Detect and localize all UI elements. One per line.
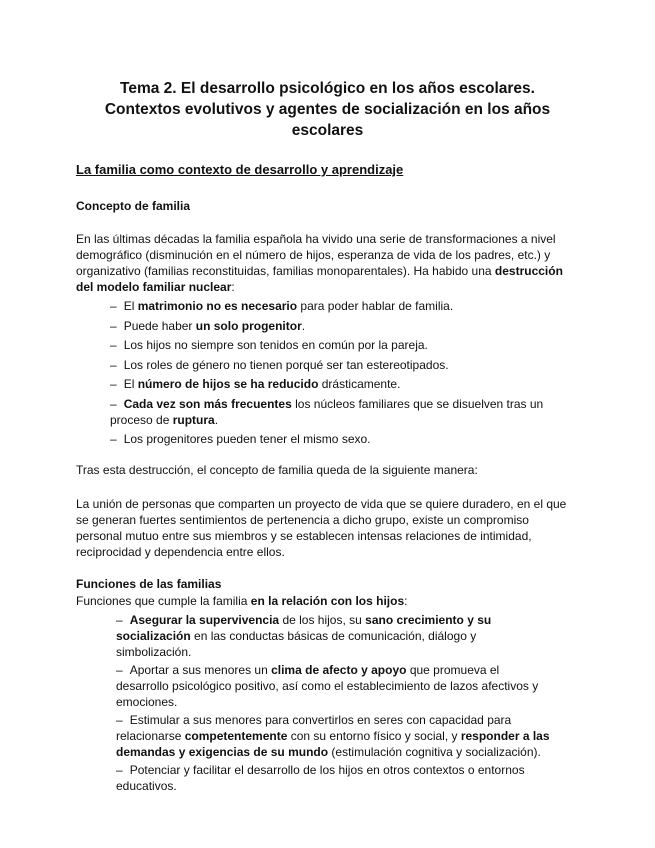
bullet-text: El [123, 377, 138, 391]
list-item [110, 396, 550, 428]
bullet-text: Los roles de género no tienen porqué ser tan estereotipados. [123, 357, 449, 372]
bullet-text: para poder hablar de familia. [297, 299, 454, 313]
list-item [110, 357, 550, 373]
list-item [116, 612, 550, 660]
family-functions-list [116, 612, 550, 796]
family-definition-paragraph: La unión de personas que comparten un proyecto de vida que se quiere duradero, en el que se generan fuertes sentimientos de pertenencia a dicho grupo, existe un compromiso personal mutuo entre sus miembros y se establecen intensas relaciones de intimidad, reciprocidad y dependencia entre ellos. [76, 497, 567, 559]
bullet-text: Puede haber [123, 318, 196, 333]
concept-intro-bold: destrucción del modelo familiar nuclear [76, 264, 563, 294]
item-text: con su entorno físico y social, y [287, 729, 461, 743]
bullet-text: Los hijos no siempre son tenidos en común por la pareja. [123, 338, 428, 352]
bullet-bold: número de hijos se ha reducido [137, 377, 319, 391]
dash-bullet: – [116, 713, 123, 727]
item-bold: sano crecimiento y su socialización [116, 613, 492, 643]
family-changes-list [110, 298, 550, 451]
concept-heading: Concepto de familia [76, 199, 191, 213]
dash-bullet: – [110, 432, 117, 446]
dash-bullet: – [110, 318, 117, 333]
functions-intro-bold: en la relación con los hijos [250, 594, 405, 608]
title-line-1: Tema 2. El desarrollo psicológico en los años escolares. [120, 80, 535, 97]
bullet-text: los núcleos familiares que se disuelven tras un proceso de [110, 396, 544, 427]
bullet-bold: ruptura [172, 412, 215, 427]
item-text: Estimular a sus menores para convertirlos en seres con capacidad para relacionarse [116, 713, 512, 743]
functions-intro-text: Funciones que cumple la familia [76, 594, 251, 608]
dash-bullet: – [110, 396, 117, 411]
bullet-text: El [123, 299, 138, 313]
title-line-3: escolares [291, 122, 364, 139]
item-bold: competentemente [184, 729, 288, 743]
bullet-text: . [301, 318, 306, 333]
functions-heading: Funciones de las familias [76, 577, 222, 591]
list-item [110, 298, 550, 314]
dash-bullet: – [110, 357, 117, 372]
list-item [110, 318, 550, 334]
list-item [110, 376, 550, 392]
functions-intro [76, 593, 576, 609]
item-bold: Asegurar la supervivencia [129, 613, 280, 627]
item-bold: clima de afecto y apoyo [271, 663, 407, 677]
list-item [110, 431, 550, 447]
section-heading: La familia como contexto de desarrollo y aprendizaje [76, 162, 404, 177]
bullet-text: . [214, 412, 219, 427]
concept-intro-text: En las últimas décadas la familia española ha vivido una serie de transformaciones a nivel demográfico (disminución en el número de hijos, esperanza de vida de los padres, etc.) y organizativo (familias reconstituidas, familias monoparentales). Ha habido una [76, 232, 556, 278]
bullet-text: drásticamente. [318, 377, 401, 391]
item-text: Aportar a sus menores un [129, 663, 272, 677]
concept-intro-end: : [231, 280, 235, 294]
item-text: en las conductas básicas de comunicación, diálogo y simbolización. [116, 629, 477, 659]
dash-bullet: – [116, 613, 123, 627]
list-item [116, 762, 550, 794]
bullet-text: Los progenitores pueden tener el mismo sexo. [123, 432, 371, 446]
dash-bullet: – [110, 299, 117, 313]
item-text: (estimulación cognitiva y socialización). [328, 745, 541, 759]
item-text: de los hijos, su [279, 613, 366, 627]
list-item [116, 712, 550, 760]
document-title [60, 78, 595, 141]
item-text: que promueva el desarrollo psicológico positivo, así como el establecimiento de lazos afectivos y emociones. [116, 663, 539, 709]
dash-bullet: – [116, 663, 123, 677]
bullet-bold: un solo progenitor [195, 318, 302, 333]
bullet-bold: Cada vez son más frecuentes [123, 396, 292, 411]
dash-bullet: – [110, 338, 117, 352]
item-text: Potenciar y facilitar el desarrollo de los hijos en otros contextos o entornos educativos. [116, 763, 525, 793]
list-item [110, 337, 550, 353]
functions-intro-end: : [404, 594, 408, 608]
dash-bullet: – [116, 763, 123, 777]
dash-bullet: – [110, 377, 117, 391]
concept-intro-paragraph [76, 231, 576, 295]
after-destruction-text: Tras esta destrucción, el concepto de familia queda de la siguiente manera: [76, 463, 478, 477]
list-item [116, 662, 550, 710]
title-line-2: Contextos evolutivos y agentes de socialización en los años [104, 101, 551, 118]
item-bold: responder a las demandas y exigencias de su mundo [116, 729, 550, 759]
bullet-bold: matrimonio no es necesario [137, 299, 298, 313]
